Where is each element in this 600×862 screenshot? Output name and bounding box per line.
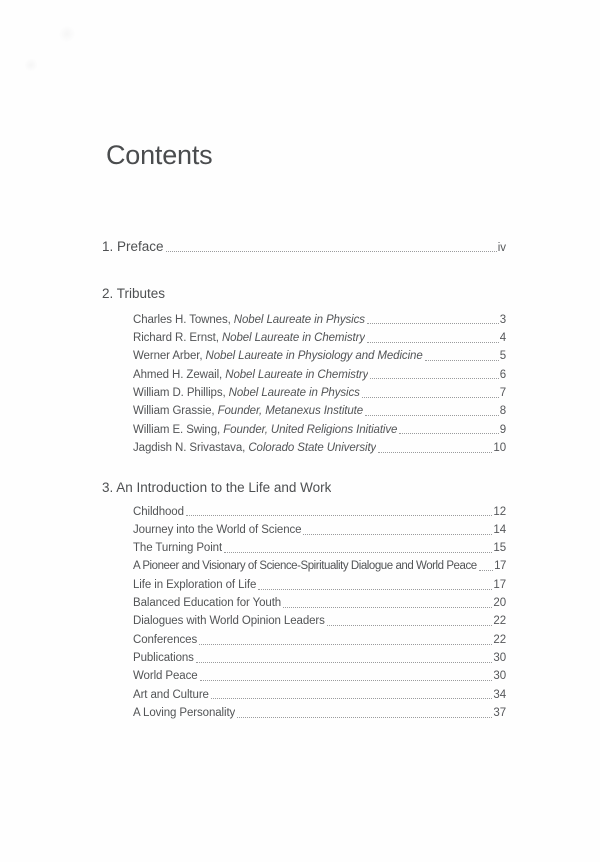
entry-page-number: 37 xyxy=(493,706,506,719)
dot-leader xyxy=(196,662,493,663)
entry-name: Balanced Education for Youth xyxy=(133,597,282,610)
entry-name: Art and Culture xyxy=(133,688,209,701)
entry-name: William Grassie, xyxy=(133,405,218,418)
entry-name: Life in Exploration of Life xyxy=(133,578,257,591)
entry-name: Charles H. Townes, xyxy=(133,313,234,326)
entry-role: Nobel Laureate in Chemistry xyxy=(225,368,369,381)
toc-entry xyxy=(133,667,506,685)
entry-page-number: 9 xyxy=(499,423,506,436)
entry-name: A Loving Personality xyxy=(133,706,236,719)
dot-leader xyxy=(199,644,492,645)
entry-name: Childhood xyxy=(133,505,184,518)
toc-entry xyxy=(133,329,506,347)
entry-page-number: 12 xyxy=(493,505,506,518)
toc-entry xyxy=(133,576,506,594)
section-heading-introduction xyxy=(102,479,506,497)
toc-entry xyxy=(133,704,506,722)
toc-entry xyxy=(133,612,506,630)
entry-page-number: 22 xyxy=(493,615,506,628)
dot-leader xyxy=(378,452,492,453)
toc-entry xyxy=(133,686,506,704)
entry-name: William D. Phillips, xyxy=(133,386,229,399)
dot-leader xyxy=(200,680,493,681)
entry-page-number: 5 xyxy=(499,350,506,363)
entry-role: Nobel Laureate in Physics xyxy=(233,313,365,326)
toc-entry xyxy=(133,539,506,557)
dot-leader xyxy=(283,607,492,608)
toc-entry xyxy=(133,503,506,521)
toc-entry xyxy=(133,594,506,612)
entry-name: Publications xyxy=(133,652,194,665)
entry-page-number: iv xyxy=(497,242,506,254)
entry-page-number: 6 xyxy=(499,368,506,381)
section-heading-tributes xyxy=(102,285,506,303)
entry-name: Ahmed H. Zewail, xyxy=(133,368,226,381)
table-of-contents xyxy=(102,238,506,722)
entry-page-number: 17 xyxy=(493,578,506,591)
entry-page-number: 22 xyxy=(493,633,506,646)
scan-smudge xyxy=(58,26,76,42)
entry-role: Founder, Metanexus Institute xyxy=(217,405,364,418)
toc-entry xyxy=(133,421,506,439)
entry-page-number: 4 xyxy=(499,331,506,344)
toc-entry-preface xyxy=(102,238,506,256)
dot-leader xyxy=(367,342,499,343)
dot-leader xyxy=(399,433,498,434)
toc-entry xyxy=(133,631,506,649)
dot-leader xyxy=(425,360,499,361)
entry-page-number: 20 xyxy=(493,597,506,610)
dot-leader xyxy=(362,397,499,398)
dot-leader xyxy=(211,698,493,699)
toc-entry xyxy=(133,347,506,365)
entry-name: Richard R. Ernst, xyxy=(133,331,222,344)
dot-leader xyxy=(258,589,492,590)
entry-name: Jagdish N. Srivastava, xyxy=(133,441,249,454)
entry-name: World Peace xyxy=(133,670,198,683)
entry-role: Nobel Laureate in Chemistry xyxy=(221,331,365,344)
section-heading-label: 2. Tributes xyxy=(102,286,166,302)
entry-page-number: 30 xyxy=(493,670,506,683)
entry-name: Conferences xyxy=(133,633,198,646)
dot-leader xyxy=(224,552,492,553)
entry-name: William E. Swing, xyxy=(133,423,224,436)
entry-page-number: 7 xyxy=(499,386,506,399)
scan-smudge xyxy=(24,58,38,72)
dot-leader xyxy=(303,534,492,535)
entry-page-number: 30 xyxy=(493,652,506,665)
dot-leader xyxy=(237,717,492,718)
dot-leader xyxy=(479,570,493,571)
entry-page-number: 34 xyxy=(493,688,506,701)
entry-page-number: 8 xyxy=(499,405,506,418)
toc-entry xyxy=(133,521,506,539)
page-title: Contents xyxy=(106,140,213,170)
section-heading-label: 3. An Introduction to the Life and Work xyxy=(102,479,332,495)
entry-role: Founder, United Religions Initiative xyxy=(223,423,398,436)
entry-page-number: 10 xyxy=(493,441,506,454)
dot-leader xyxy=(365,415,499,416)
toc-entry xyxy=(133,557,506,575)
entry-name: The Turning Point xyxy=(133,542,223,555)
toc-entry xyxy=(133,311,506,329)
entry-page-number: 17 xyxy=(494,560,506,573)
dot-leader xyxy=(367,323,499,324)
toc-entry xyxy=(133,366,506,384)
entry-name: Werner Arber, xyxy=(133,350,206,363)
toc-entry xyxy=(133,649,506,667)
entry-page-number: 3 xyxy=(499,313,506,326)
entry-page-number: 14 xyxy=(493,523,506,536)
dot-leader xyxy=(166,251,497,252)
dot-leader xyxy=(327,625,493,626)
entry-name: Dialogues with World Opinion Leaders xyxy=(133,615,325,628)
toc-entry xyxy=(133,384,506,402)
entry-page-number: 15 xyxy=(493,542,506,555)
dot-leader xyxy=(186,515,493,516)
section-heading-preface: 1. Preface xyxy=(102,239,164,254)
entry-role: Nobel Laureate in Physiology and Medicine xyxy=(205,350,423,363)
entry-name: Journey into the World of Science xyxy=(133,523,302,536)
entry-role: Nobel Laureate in Physics xyxy=(228,386,360,399)
dot-leader xyxy=(370,378,498,379)
tributes-entry-list xyxy=(133,311,506,458)
entry-name: A Pioneer and Visionary of Science-Spirituality Dialogue and World Peace xyxy=(133,560,477,573)
toc-entry xyxy=(133,402,506,420)
toc-entry xyxy=(133,439,506,457)
introduction-entry-list xyxy=(133,503,506,723)
entry-role: Colorado State University xyxy=(248,441,377,454)
